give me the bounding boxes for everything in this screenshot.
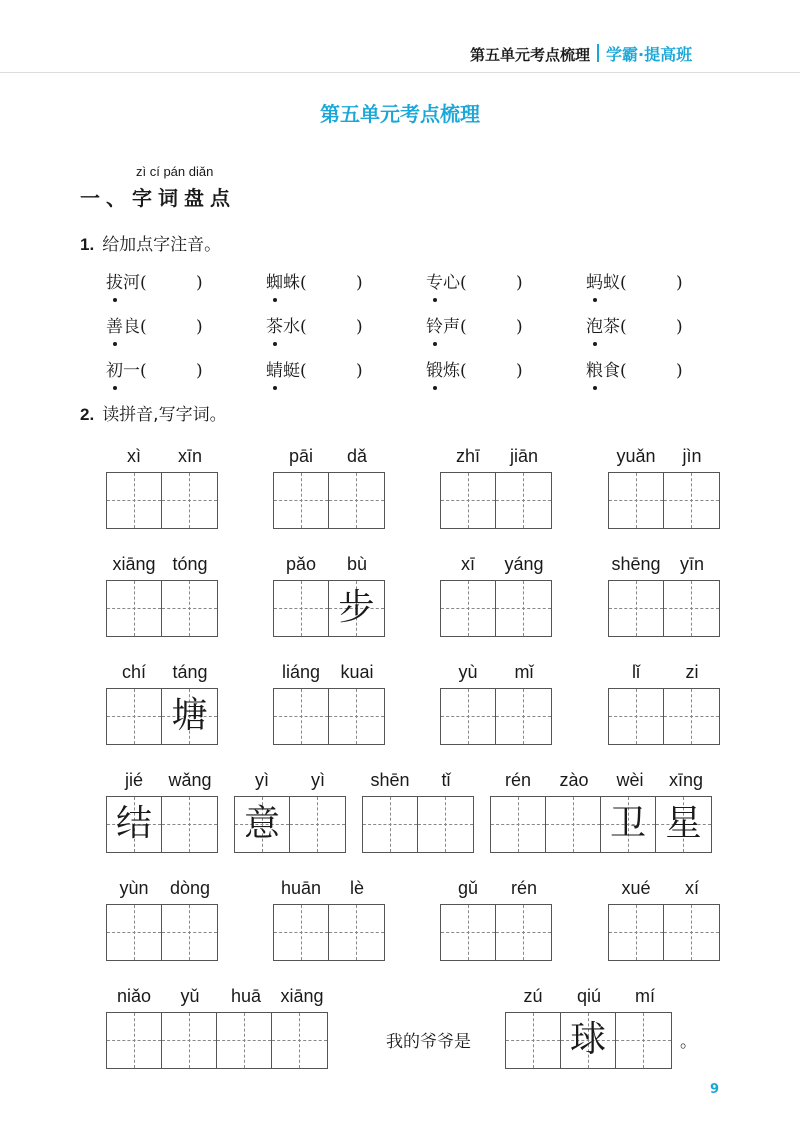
answer-blank-close: ) xyxy=(356,361,363,381)
answer-blank-close: ) xyxy=(676,317,683,337)
writing-cell[interactable] xyxy=(656,797,711,852)
answer-blank[interactable]: ( xyxy=(300,317,307,337)
writing-grid xyxy=(608,472,720,529)
item-char: 蚂 xyxy=(586,268,603,293)
writing-cell[interactable] xyxy=(441,689,496,744)
question-2 xyxy=(80,400,227,425)
given-character: 步 xyxy=(338,587,375,628)
given-character: 意 xyxy=(243,803,280,844)
pinyin-label: yì xyxy=(310,770,325,790)
writing-cell[interactable] xyxy=(609,581,664,636)
writing-cell[interactable] xyxy=(162,1013,217,1068)
given-character: 结 xyxy=(115,803,152,844)
pinyin-label: jìn xyxy=(682,446,702,466)
writing-cell[interactable] xyxy=(162,689,217,744)
writing-cell[interactable] xyxy=(274,473,329,528)
pinyin-label: niǎo xyxy=(116,986,152,1006)
pinyin-item xyxy=(426,356,523,381)
answer-blank[interactable]: ( xyxy=(140,273,147,293)
item-char: 一 xyxy=(123,361,140,381)
header-title: 第五单元考点梳理 xyxy=(470,46,591,64)
writing-cell[interactable] xyxy=(107,581,162,636)
writing-cell[interactable] xyxy=(274,581,329,636)
pinyin-label: wèi xyxy=(616,770,644,790)
writing-cell[interactable] xyxy=(363,797,418,852)
writing-grid xyxy=(273,472,385,529)
writing-cell[interactable] xyxy=(235,797,290,852)
writing-grid xyxy=(273,688,385,745)
writing-grid xyxy=(234,796,346,853)
answer-blank-close: ) xyxy=(196,361,203,381)
writing-cell[interactable] xyxy=(274,905,329,960)
writing-grid xyxy=(440,904,552,961)
writing-cell[interactable] xyxy=(609,473,664,528)
pinyin-label: tóng xyxy=(172,554,208,574)
sentence-suffix: 。 xyxy=(680,1032,697,1052)
writing-cell[interactable] xyxy=(329,905,384,960)
pinyin-label: lǐ xyxy=(632,662,640,682)
pinyin-label: bù xyxy=(346,554,368,574)
answer-blank-close: ) xyxy=(196,273,203,293)
item-char: 食 xyxy=(603,361,620,381)
question-1-text: 给加点字注音。 xyxy=(102,235,222,255)
writing-cell[interactable] xyxy=(664,905,719,960)
writing-grid xyxy=(440,688,552,745)
writing-cell[interactable] xyxy=(107,689,162,744)
pinyin-label: rén xyxy=(504,770,531,790)
item-char: 声 xyxy=(443,317,460,337)
pinyin-label: zi xyxy=(685,662,699,682)
pinyin-label: pǎo xyxy=(285,554,317,574)
header-brand: 学霸·提高班 xyxy=(606,45,693,64)
answer-blank[interactable]: ( xyxy=(460,361,467,381)
answer-blank-close: ) xyxy=(356,317,363,337)
answer-blank[interactable]: ( xyxy=(460,317,467,337)
writing-cell[interactable] xyxy=(664,689,719,744)
pinyin-item xyxy=(586,356,683,381)
pinyin-label: yù xyxy=(458,662,478,682)
writing-cell[interactable] xyxy=(496,473,551,528)
pinyin-label: shēng xyxy=(611,554,661,574)
item-char: 泡 xyxy=(586,312,603,337)
header-divider xyxy=(597,44,599,62)
item-char: 蚁 xyxy=(603,273,620,293)
writing-cell[interactable] xyxy=(609,689,664,744)
writing-cell[interactable] xyxy=(162,797,217,852)
answer-blank-close: ) xyxy=(516,317,523,337)
item-char: 蜻 xyxy=(266,356,283,381)
pinyin-label: qiú xyxy=(576,986,602,1006)
answer-blank[interactable]: ( xyxy=(620,361,627,381)
writing-grid xyxy=(106,1012,328,1069)
writing-cell[interactable] xyxy=(441,473,496,528)
item-char: 善 xyxy=(106,312,123,337)
writing-cell[interactable] xyxy=(664,581,719,636)
question-2-number: 2. xyxy=(80,405,95,424)
answer-blank[interactable]: ( xyxy=(620,273,627,293)
pinyin-label: mǐ xyxy=(514,662,534,682)
pinyin-label: zú xyxy=(523,986,543,1006)
item-char: 铃 xyxy=(426,312,443,337)
writing-cell[interactable] xyxy=(496,581,551,636)
page-title: 第五单元考点梳理 xyxy=(320,102,480,126)
writing-cell[interactable] xyxy=(107,473,162,528)
item-char: 水 xyxy=(283,317,300,337)
sentence-prefix: 我的爷爷是 xyxy=(386,1032,471,1052)
writing-cell[interactable] xyxy=(546,797,601,852)
pinyin-item xyxy=(106,312,203,337)
pinyin-item xyxy=(266,268,363,293)
pinyin-label: xí xyxy=(684,878,699,898)
pinyin-item xyxy=(426,268,523,293)
pinyin-label: zào xyxy=(559,770,589,790)
item-char: 炼 xyxy=(443,361,460,381)
pinyin-label: wǎng xyxy=(168,770,212,790)
pinyin-label: gǔ xyxy=(457,878,479,898)
writing-cell[interactable] xyxy=(329,581,384,636)
pinyin-label: yùn xyxy=(119,878,149,898)
pinyin-label: xīng xyxy=(668,770,704,790)
pinyin-label: jiān xyxy=(509,446,539,466)
pinyin-label: xī xyxy=(460,554,475,574)
writing-cell[interactable] xyxy=(217,1013,272,1068)
pinyin-label: xué xyxy=(621,878,651,898)
answer-blank[interactable]: ( xyxy=(620,317,627,337)
question-1-number: 1. xyxy=(80,235,95,254)
item-char: 心 xyxy=(443,273,460,293)
writing-cell[interactable] xyxy=(609,905,664,960)
answer-blank[interactable]: ( xyxy=(300,273,307,293)
writing-grid xyxy=(106,796,218,853)
writing-grid xyxy=(106,904,218,961)
writing-grid xyxy=(273,904,385,961)
pinyin-item xyxy=(266,356,363,381)
writing-cell[interactable] xyxy=(441,905,496,960)
pinyin-label: dòng xyxy=(169,878,211,898)
pinyin-label: yuǎn xyxy=(616,446,656,466)
writing-cell[interactable] xyxy=(441,581,496,636)
writing-grid xyxy=(608,688,720,745)
pinyin-label: xīn xyxy=(177,446,202,466)
question-1 xyxy=(80,230,221,255)
writing-cell[interactable] xyxy=(664,473,719,528)
writing-grid xyxy=(490,796,712,853)
pinyin-label: xiāng xyxy=(280,986,324,1006)
pinyin-item xyxy=(266,312,363,337)
item-char: 蜘 xyxy=(266,268,283,293)
writing-grid xyxy=(440,580,552,637)
pinyin-label: huān xyxy=(280,878,322,898)
answer-blank[interactable]: ( xyxy=(460,273,467,293)
writing-cell[interactable] xyxy=(496,689,551,744)
writing-grid xyxy=(106,580,218,637)
item-char: 河 xyxy=(123,273,140,293)
item-char: 蛛 xyxy=(283,273,300,293)
pinyin-label: yǔ xyxy=(180,986,200,1006)
writing-cell[interactable] xyxy=(162,473,217,528)
question-2-text: 读拼音,写字词。 xyxy=(102,405,227,425)
answer-blank-close: ) xyxy=(516,273,523,293)
writing-cell[interactable] xyxy=(272,1013,327,1068)
pinyin-label: dǎ xyxy=(346,446,368,466)
writing-cell[interactable] xyxy=(290,797,345,852)
pinyin-label: zhī xyxy=(455,446,480,466)
answer-blank[interactable]: ( xyxy=(140,361,147,381)
answer-blank-close: ) xyxy=(196,317,203,337)
pinyin-label: liáng xyxy=(281,662,321,682)
item-char: 蜓 xyxy=(283,361,300,381)
pinyin-item xyxy=(106,356,203,381)
writing-cell[interactable] xyxy=(491,797,546,852)
section-pinyin: zì cí pán diǎn xyxy=(136,164,214,179)
writing-grid xyxy=(106,688,218,745)
item-char: 良 xyxy=(123,317,140,337)
writing-cell[interactable] xyxy=(107,905,162,960)
item-char: 专 xyxy=(426,268,443,293)
writing-grid xyxy=(608,904,720,961)
pinyin-label: shēn xyxy=(370,770,410,790)
page-number: 9 xyxy=(710,1082,720,1097)
pinyin-label: xiāng xyxy=(112,554,156,574)
given-character: 塘 xyxy=(171,695,208,736)
pinyin-label: lè xyxy=(349,878,364,898)
item-char: 茶 xyxy=(266,312,283,337)
writing-cell[interactable] xyxy=(162,581,217,636)
given-character: 星 xyxy=(665,803,702,844)
answer-blank-close: ) xyxy=(676,361,683,381)
answer-blank-close: ) xyxy=(356,273,363,293)
item-char: 拔 xyxy=(106,268,123,293)
answer-blank[interactable]: ( xyxy=(300,361,307,381)
pinyin-label: yīn xyxy=(679,554,704,574)
writing-cell[interactable] xyxy=(616,1013,671,1068)
writing-grid xyxy=(273,580,385,637)
writing-cell[interactable] xyxy=(496,905,551,960)
pinyin-label: huā xyxy=(230,986,262,1006)
writing-grid xyxy=(608,580,720,637)
answer-blank-close: ) xyxy=(516,361,523,381)
pinyin-label: yì xyxy=(254,770,269,790)
item-char: 锻 xyxy=(426,356,443,381)
writing-grid xyxy=(362,796,474,853)
pinyin-label: yáng xyxy=(504,554,544,574)
writing-cell[interactable] xyxy=(418,797,473,852)
answer-blank[interactable]: ( xyxy=(140,317,147,337)
pinyin-label: chí xyxy=(121,662,146,682)
pinyin-label: mí xyxy=(635,986,655,1006)
answer-blank-close: ) xyxy=(676,273,683,293)
writing-grid xyxy=(106,472,218,529)
writing-grid xyxy=(440,472,552,529)
pinyin-item xyxy=(586,312,683,337)
pinyin-item xyxy=(106,268,203,293)
pinyin-item xyxy=(426,312,523,337)
writing-cell[interactable] xyxy=(601,797,656,852)
writing-cell[interactable] xyxy=(329,689,384,744)
writing-cell[interactable] xyxy=(162,905,217,960)
pinyin-label: rén xyxy=(510,878,537,898)
writing-cell[interactable] xyxy=(107,797,162,852)
section-heading: 一、字词盘点 xyxy=(80,186,236,210)
item-char: 茶 xyxy=(603,317,620,337)
writing-cell[interactable] xyxy=(107,1013,162,1068)
writing-cell[interactable] xyxy=(329,473,384,528)
pinyin-label: tǐ xyxy=(441,770,451,790)
writing-cell[interactable] xyxy=(274,689,329,744)
pinyin-label: pāi xyxy=(288,446,314,466)
writing-cell[interactable] xyxy=(561,1013,616,1068)
pinyin-label: kuai xyxy=(340,662,374,682)
pinyin-label: táng xyxy=(172,662,208,682)
given-character: 球 xyxy=(569,1019,606,1060)
item-char: 粮 xyxy=(586,356,603,381)
item-char: 初 xyxy=(106,356,123,381)
writing-grid xyxy=(505,1012,672,1069)
pinyin-item xyxy=(586,268,683,293)
header-rule xyxy=(0,72,800,73)
given-character: 卫 xyxy=(609,803,646,844)
writing-cell[interactable] xyxy=(506,1013,561,1068)
pinyin-label: xì xyxy=(126,446,141,466)
pinyin-label: jié xyxy=(124,770,143,790)
